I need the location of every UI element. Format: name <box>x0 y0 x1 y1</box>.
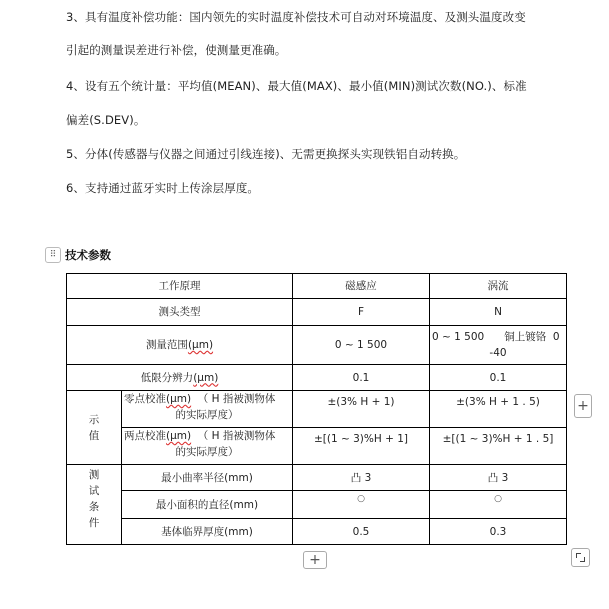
range-col2-line1: 0 ~ 1 500 铜上镀铬 0 <box>432 331 560 343</box>
table-row-area <box>67 491 567 519</box>
cell-curvature-label[interactable]: 最小曲率半径(mm) <box>122 465 293 491</box>
add-row-button[interactable] <box>303 551 327 569</box>
cell-probe-label[interactable]: 测头类型 <box>67 299 293 326</box>
range-label-unit: (μm) <box>187 339 214 351</box>
cell-area-label[interactable]: 最小面积的直径(mm) <box>122 491 293 519</box>
cell-indication-group[interactable] <box>67 391 122 465</box>
zero-label-note: （ H 指被测物体 <box>191 393 276 405</box>
cell-resolution-label[interactable] <box>67 365 293 391</box>
add-column-button[interactable] <box>574 394 592 418</box>
cell-probe-col2[interactable]: N <box>430 299 567 326</box>
paragraph-4-line2: 偏差(S.DEV)。 <box>66 113 146 127</box>
cell-range-label[interactable] <box>67 326 293 365</box>
paragraph-6: 6、支持通过蓝牙实时上传涂层厚度。 <box>66 181 260 195</box>
zero-label-text: 零点校准 <box>124 393 166 405</box>
cell-principle-col1[interactable]: 磁感应 <box>293 274 430 299</box>
table-row-principle <box>67 274 567 299</box>
resolution-label-text: 低限分辨力 <box>140 371 194 384</box>
cell-range-col2[interactable] <box>430 326 567 365</box>
paragraph-3-line1: 3、具有温度补偿功能：国内领先的实时温度补偿技术可自动对环境温度、及测头温度改变 <box>66 10 526 24</box>
two-point-label-text: 两点校准 <box>124 430 166 442</box>
table-resize-button[interactable] <box>571 548 590 567</box>
cell-principle-label[interactable]: 工作原理 <box>67 274 293 299</box>
cell-two-point-col1[interactable]: ±[(1 ~ 3)%H + 1] <box>293 428 430 465</box>
table-row-zero-calibration <box>67 391 567 428</box>
cell-zero-col1[interactable]: ±(3% H + 1) <box>293 391 430 428</box>
paragraph-5: 5、分体(传感器与仪器之间通过引线连接)、无需更换探头实现铁铝自动转换。 <box>66 147 466 161</box>
two-point-label-note2: 的实际厚度） <box>175 446 239 458</box>
conditions-label-3: 条 <box>88 501 100 513</box>
section-title: 技术参数 <box>65 248 111 262</box>
table-row-range <box>67 326 567 365</box>
section-heading <box>45 247 111 263</box>
two-point-label-unit: (μm) <box>166 430 192 442</box>
cell-zero-label[interactable] <box>122 391 293 428</box>
cell-substrate-col2[interactable]: 0.3 <box>430 519 567 545</box>
cell-area-col2[interactable]: ○ <box>430 491 567 519</box>
conditions-label-2: 试 <box>88 485 100 497</box>
resize-corner-icon <box>580 557 585 562</box>
two-point-label-note: （ H 指被测物体 <box>191 430 276 442</box>
range-col2-line2: -40 <box>489 347 507 359</box>
indication-label-2: 值 <box>88 429 100 442</box>
indication-label-1: 示 <box>88 413 100 426</box>
cell-substrate-label[interactable]: 基体临界厚度(mm) <box>122 519 293 545</box>
zero-label-unit: (μm) <box>166 393 192 405</box>
table-row-substrate <box>67 519 567 545</box>
cell-area-col1[interactable]: ○ <box>293 491 430 519</box>
range-label-text: 测量范围 <box>145 339 188 351</box>
cell-resolution-col1[interactable]: 0.1 <box>293 365 430 391</box>
cell-resolution-col2[interactable]: 0.1 <box>430 365 567 391</box>
paragraph-3-line2: 引起的测量误差进行补偿，使测量更准确。 <box>66 43 287 57</box>
cell-conditions-group[interactable] <box>67 465 122 545</box>
cell-two-point-label[interactable] <box>122 428 293 465</box>
plus-icon: + <box>577 398 589 414</box>
table-row-resolution <box>67 365 567 391</box>
table-row-probe-type <box>67 299 567 326</box>
cell-principle-col2[interactable]: 涡流 <box>430 274 567 299</box>
table-row-two-point-calibration <box>67 428 567 465</box>
cell-curvature-col1[interactable]: 凸 3 <box>293 465 430 491</box>
table-row-curvature <box>67 465 567 491</box>
cell-curvature-col2[interactable]: 凸 3 <box>430 465 567 491</box>
cell-zero-col2[interactable]: ±(3% H + 1 . 5) <box>430 391 567 428</box>
conditions-label-1: 测 <box>88 469 100 481</box>
zero-label-note2: 的实际厚度） <box>175 409 239 421</box>
cell-probe-col1[interactable]: F <box>293 299 430 326</box>
cell-range-col1[interactable]: 0 ~ 1 500 <box>293 326 430 365</box>
paragraph-4-line1: 4、设有五个统计量：平均值(MEAN)、最大值(MAX)、最小值(MIN)测试次数(NO.)、标准 <box>66 79 527 93</box>
plus-icon: + <box>309 552 321 568</box>
cell-two-point-col2[interactable]: ±[(1 ~ 3)%H + 1 . 5] <box>430 428 567 465</box>
drag-handle-icon[interactable]: ⠿ <box>45 247 61 263</box>
cell-substrate-col1[interactable]: 0.5 <box>293 519 430 545</box>
conditions-label-4: 件 <box>88 517 100 529</box>
resolution-label-unit: (μm) <box>193 371 219 384</box>
spec-table <box>66 273 567 545</box>
